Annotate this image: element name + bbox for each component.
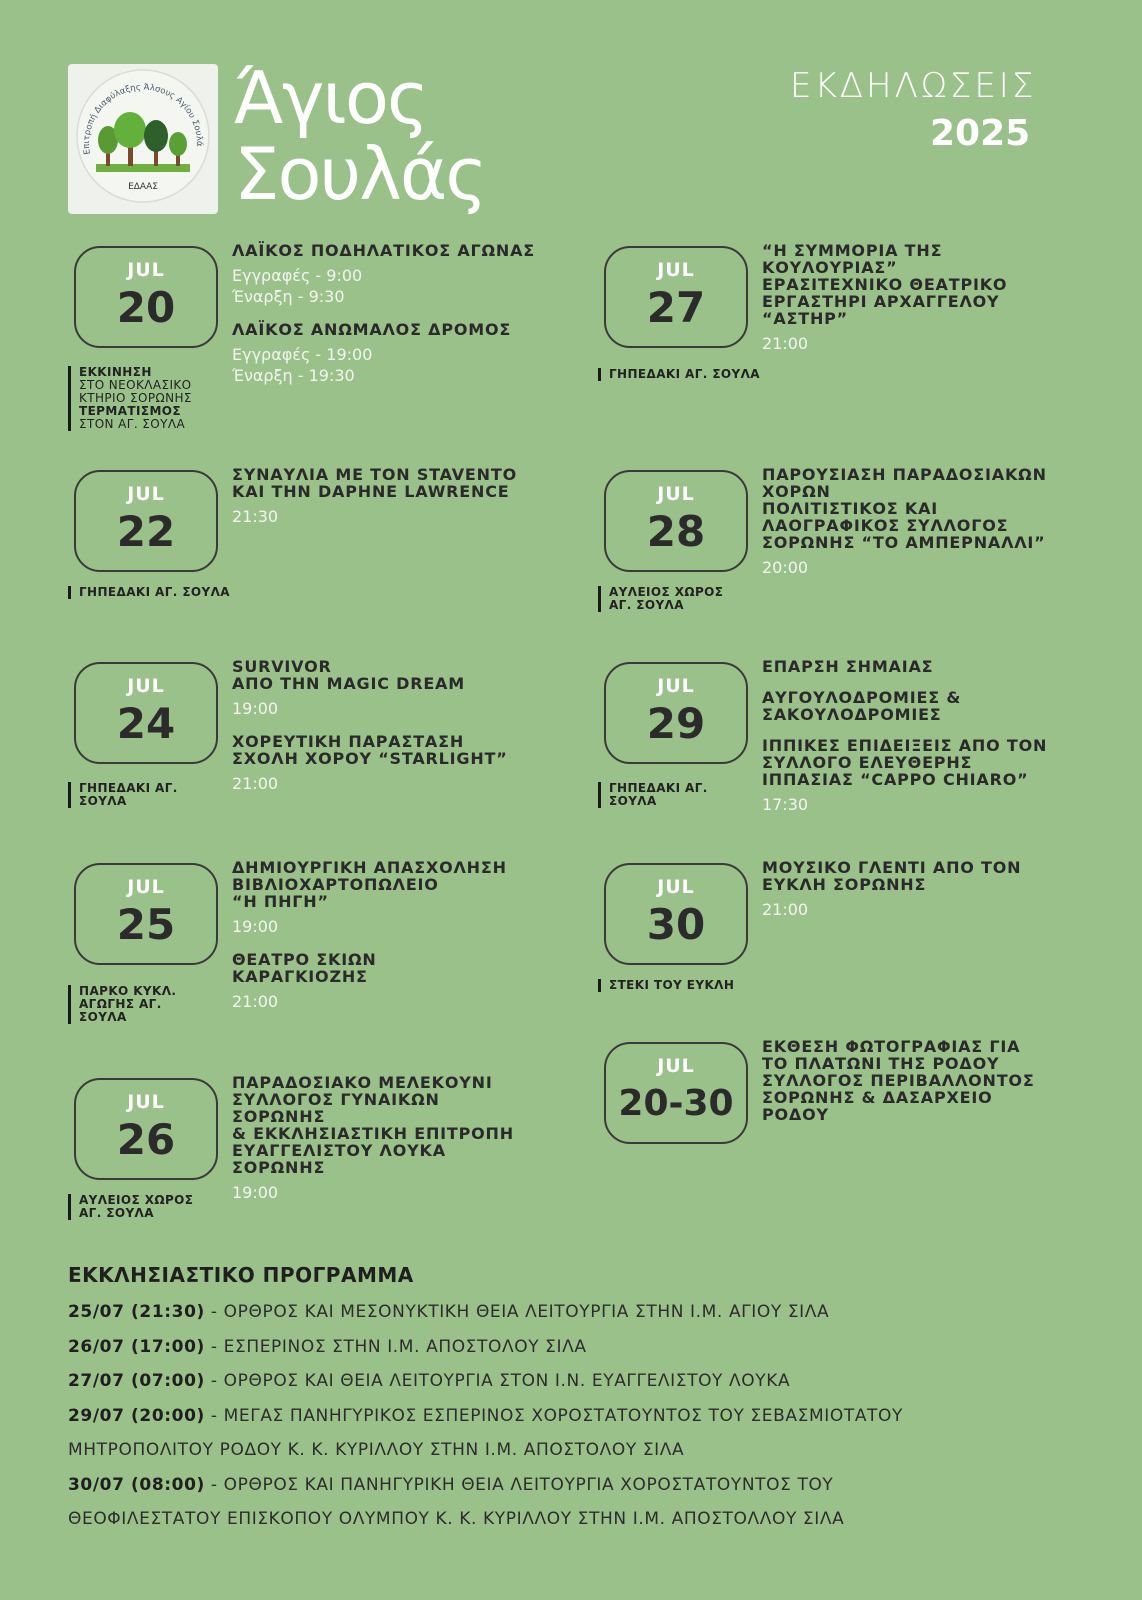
logo-arc-text: Επιτροπή Διαφύλαξης Άλσους Αγίου Σουλά <box>81 82 205 156</box>
event-activity-title: ΧΟΡΕΥΤΙΚΗ ΠΑΡΑΣΤΑΣΗ ΣΧΟΛΗ ΧΟΡΟΥ “STARLIGHT” <box>232 732 508 768</box>
date-badge <box>604 662 748 764</box>
location-line: ΣΟΥΛΑ <box>79 1010 127 1024</box>
event-time: 21:30 <box>232 507 279 526</box>
church-program-line <box>68 1502 1108 1537</box>
date-day: 27 <box>646 283 706 332</box>
location-line: ΠΑΡΚΟ ΚΥΚΛ. <box>79 984 177 998</box>
location-line: ΑΥΛΕΙΟΣ ΧΩΡΟΣ <box>609 585 724 599</box>
date-day: 29 <box>646 699 706 748</box>
date-badge <box>604 863 748 965</box>
date-day: 28 <box>646 507 706 556</box>
event-time: 19:00 <box>232 699 279 718</box>
event-location <box>598 979 734 992</box>
brand-title-line1: Άγιος <box>234 56 428 140</box>
location-line: ΓΗΠΕΔΑΚΙ ΑΓ. <box>79 781 178 795</box>
church-program-title: ΕΚΚΛΗΣΙΑΣΤΙΚΟ ΠΡΟΓΡΑΜΜΑ <box>68 1263 414 1287</box>
church-line-text: - ΜΕΓΑΣ ΠΑΝΗΓΥΡΙΚΟΣ ΕΣΠΕΡΙΝΟΣ ΧΟΡΟΣΤΑΤΟΥΝΤΟΣ ΤΟΥ ΣΕΒΑΣΜΙΟΤΑΤΟΥ <box>204 1405 904 1426</box>
date-month: JUL <box>657 675 695 697</box>
event-activity-title: ΑΥΓΟΥΛΟΔΡΟΜΙΕΣ & ΣΑΚΟΥΛΟΔΡΟΜΙΕΣ <box>762 688 962 724</box>
church-line-date: 25/07 (21:30) <box>68 1302 205 1322</box>
event-location <box>598 368 760 381</box>
event-activity-title: ΔΗΜΙΟΥΡΓΙΚΗ ΑΠΑΣΧΟΛΗΣΗ ΒΙΒΛΙΟΧΑΡΤΟΠΩΛΕΙΟ “Η ΠΗΓΗ” <box>232 858 507 911</box>
event-details <box>762 859 1102 920</box>
event-activity-title: ΠΑΡΑΔΟΣΙΑΚΟ ΜΕΛΕΚΟΥΝΙ ΣΥΛΛΟΓΟΣ ΓΥΝΑΙΚΩΝ ΣΟΡΩΝΗΣ & ΕΚΚΛΗΣΙΑΣΤΙΚΗ ΕΠΙΤΡΟΠΗ ΕΥΑΓΓΕΛΙΣΤΟΥ ΛΟΥΚΑ ΣΟΡΩΝΗΣ <box>232 1073 514 1177</box>
location-line: ΑΓ. ΣΟΥΛΑ <box>79 1206 154 1220</box>
event-time: Εγγραφές - 9:00 <box>232 266 363 285</box>
church-program-line <box>68 1468 1108 1503</box>
location-line: ΕΚΚΙΝΗΣΗ <box>79 365 152 379</box>
brand-title-line2: Σουλάς <box>234 132 486 216</box>
event-activity-title: ΠΑΡΟΥΣΙΑΣΗ ΠΑΡΑΔΟΣΙΑΚΩΝ ΧΟΡΩΝ ΠΟΛΙΤΙΣΤΙΚΟΣ ΚΑΙ ΛΑΟΓΡΑΦΙΚΟΣ ΣΥΛΛΟΓΟΣ ΣΟΡΩΝΗΣ “ΤΟ ΑΜΠΕΡΝΑΛΛΙ” <box>762 465 1047 552</box>
church-program-line <box>68 1433 1108 1468</box>
date-month: JUL <box>127 483 165 505</box>
church-program-line <box>68 1399 1108 1434</box>
brand-title <box>234 56 486 216</box>
date-day: 20-30 <box>618 1083 734 1124</box>
location-line: ΑΓΩΓΗΣ ΑΓ. <box>79 997 162 1011</box>
event-time: 19:00 <box>232 917 279 936</box>
item-gap <box>762 723 1102 737</box>
church-line-text: ΘΕΟΦΙΛΕΣΤΑΤΟΥ ΕΠΙΣΚΟΠΟΥ ΟΛΥΜΠΟΥ Κ. Κ. ΚΥΡΙΛΛΟΥ ΣΤΗΝ Ι.Μ. ΑΠΟΣΤΟΛΛΟΥ ΣΙΛΑ <box>68 1509 845 1529</box>
location-line: ΣΟΥΛΑ <box>609 794 657 808</box>
date-day: 20 <box>116 283 176 332</box>
event-activity-title: “Η ΣΥΜΜΟΡΙΑ ΤΗΣ ΚΟΥΛΟΥΡΙΑΣ” ΕΡΑΣΙΤΕΧΝΙΚΟ ΘΕΑΤΡΙΚΟ ΕΡΓΑΣΤΗΡΙ ΑΡΧΑΓΓΕΛΟΥ “ΑΣΤΗΡ” <box>762 241 1008 328</box>
church-line-date: 27/07 (07:00) <box>68 1371 205 1391</box>
event-activity-title: ΘΕΑΤΡΟ ΣΚΙΩΝ ΚΑΡΑΓΚΙΟΖΗΣ <box>232 950 377 986</box>
church-program-line <box>68 1330 1108 1365</box>
church-line-text: - ΟΡΘΡΟΣ ΚΑΙ ΘΕΙΑ ΛΕΙΤΟΥΡΓΙΑ ΣΤΟΝ Ι.Ν. ΕΥΑΓΓΕΛΙΣΤΟΥ ΛΟΥΚΑ <box>204 1371 791 1391</box>
location-line: ΣΤΟ ΝΕΟΚΛΑΣΙΚΟ <box>79 378 192 392</box>
event-details <box>762 658 1102 815</box>
event-time: 20:00 <box>762 558 809 577</box>
date-day: 24 <box>116 699 176 748</box>
location-line: ΣΟΥΛΑ <box>79 794 127 808</box>
event-time: Εγγραφές - 19:00 <box>232 345 373 364</box>
event-time: 21:00 <box>762 334 809 353</box>
event-time: 21:00 <box>232 774 279 793</box>
church-line-text: - ΟΡΘΡΟΣ ΚΑΙ ΠΑΝΗΓΥΡΙΚΗ ΘΕΙΑ ΛΕΙΤΟΥΡΓΙΑ ΧΟΡΟΣΤΑΤΟΥΝΤΟΣ ΤΟΥ <box>204 1474 834 1495</box>
events-label: ΕΚΔΗΛΩΣΕΙΣ <box>790 66 1037 106</box>
date-day: 25 <box>116 900 176 949</box>
church-line-text: ΜΗΤΡΟΠΟΛΙΤΟΥ ΡΟΔΟΥ Κ. Κ. ΚΥΡΙΛΛΟΥ ΣΤΗΝ Ι.Μ. ΑΠΟΣΤΟΛΟΥ ΣΙΛΑ <box>68 1440 685 1460</box>
church-program <box>68 1263 1108 1537</box>
date-day: 30 <box>646 900 706 949</box>
event-details <box>232 466 572 527</box>
church-program-list <box>68 1295 1108 1537</box>
events-year: 2025 <box>930 113 1031 154</box>
date-month: JUL <box>127 1091 165 1113</box>
event-time: 17:30 <box>762 795 809 814</box>
event-location <box>68 1194 193 1220</box>
tree-logo-icon <box>68 64 218 214</box>
event-location <box>68 985 176 1024</box>
event-time: 21:00 <box>232 992 279 1011</box>
event-location <box>68 586 230 599</box>
event-details <box>232 242 572 386</box>
event-location <box>68 366 192 431</box>
event-time: Έναρξη - 9:30 <box>232 287 345 306</box>
date-badge <box>74 470 218 572</box>
item-gap <box>232 307 572 321</box>
logo-abbrev: ΕΔΑΑΣ <box>128 182 158 192</box>
church-line-date: 30/07 (08:00) <box>68 1474 205 1495</box>
location-line: ΓΗΠΕΔΑΚΙ ΑΓ. ΣΟΥΛΑ <box>79 585 230 599</box>
event-details <box>232 658 572 794</box>
location-line: ΤΕΡΜΑΤΙΣΜΟΣ <box>79 404 181 418</box>
date-month: JUL <box>127 675 165 697</box>
location-line: ΚΤΗΡΙΟ ΣΟΡΩΝΗΣ <box>79 391 192 405</box>
event-activity-title: ΕΠΑΡΣΗ ΣΗΜΑΙΑΣ <box>762 657 934 676</box>
event-activity-title: ΜΟΥΣΙΚΟ ΓΛΕΝΤΙ ΑΠΟ ΤΟΝ ΕΥΚΛΗ ΣΟΡΩΝΗΣ <box>762 858 1022 894</box>
event-activity-title: ΛΑΪΚΟΣ ΠΟΔΗΛΑΤΙΚΟΣ ΑΓΩΝΑΣ <box>232 241 535 260</box>
logo <box>68 64 218 214</box>
church-program-line <box>68 1364 1108 1399</box>
item-gap <box>232 937 572 951</box>
location-line: ΑΥΛΕΙΟΣ ΧΩΡΟΣ <box>79 1193 194 1207</box>
event-time: 21:00 <box>762 900 809 919</box>
event-location <box>598 586 723 612</box>
event-details <box>762 466 1102 578</box>
location-line: ΓΗΠΕΔΑΚΙ ΑΓ. <box>609 781 708 795</box>
date-badge <box>604 1042 748 1144</box>
church-line-text: - ΕΣΠΕΡΙΝΟΣ ΣΤΗΝ Ι.Μ. ΑΠΟΣΤΟΛΟΥ ΣΙΛΑ <box>204 1336 587 1357</box>
event-activity-title: ΙΠΠΙΚΕΣ ΕΠΙΔΕΙΞΕΙΣ ΑΠΟ ΤΟΝ ΣΥΛΛΟΓΟ ΕΛΕΥΘΕΡΗΣ ΙΠΠΑΣΙΑΣ “CAPPO CHIARO” <box>762 736 1048 789</box>
church-line-date: 29/07 (20:00) <box>68 1405 205 1426</box>
church-line-text: - ΟΡΘΡΟΣ ΚΑΙ ΜΕΣΟΝΥΚΤΙΚΗ ΘΕΙΑ ΛΕΙΤΟΥΡΓΙΑ ΣΤΗΝ Ι.Μ. ΑΓΙΟΥ ΣΙΛΑ <box>204 1302 830 1322</box>
event-details <box>232 859 572 1012</box>
event-activity-title: ΛΑΪΚΟΣ ΑΝΩΜΑΛΟΣ ΔΡΟΜΟΣ <box>232 320 512 339</box>
event-location <box>598 782 708 808</box>
date-month: JUL <box>657 1055 695 1077</box>
item-gap <box>232 719 572 733</box>
location-line: ΣΤΟΝ ΑΓ. ΣΟΥΛΑ <box>79 417 186 431</box>
event-details <box>232 1074 572 1203</box>
church-line-date: 26/07 (17:00) <box>68 1336 205 1357</box>
date-month: JUL <box>657 259 695 281</box>
date-month: JUL <box>657 876 695 898</box>
date-month: JUL <box>127 876 165 898</box>
location-line: ΓΗΠΕΔΑΚΙ ΑΓ. ΣΟΥΛΑ <box>609 367 760 381</box>
date-badge <box>74 1078 218 1180</box>
date-badge <box>74 246 218 348</box>
date-badge <box>604 246 748 348</box>
event-activity-title: ΕΚΘΕΣΗ ΦΩΤΟΓΡΑΦΙΑΣ ΓΙΑ ΤΟ ΠΛΑΤΩΝΙ ΤΗΣ ΡΟΔΟΥ ΣΥΛΛΟΓΟΣ ΠΕΡΙΒΑΛΛΟΝΤΟΣ ΣΟΡΩΝΗΣ & ΔΑΣΑΡΧΕΙΟ ΡΟΔΟΥ <box>762 1037 1035 1124</box>
event-activity-title: ΣΥΝΑΥΛΙΑ ΜΕ ΤΟΝ STAVENTO ΚΑΙ ΤΗΝ DAPHNE LAWRENCE <box>232 465 517 501</box>
item-gap <box>762 675 1102 689</box>
date-day: 26 <box>116 1115 176 1164</box>
date-badge <box>74 863 218 965</box>
event-time: 19:00 <box>232 1183 279 1202</box>
event-location <box>68 782 178 808</box>
church-program-line <box>68 1295 1108 1330</box>
date-day: 22 <box>116 507 176 556</box>
date-month: JUL <box>127 259 165 281</box>
event-time: Έναρξη - 19:30 <box>232 366 355 385</box>
date-badge <box>74 662 218 764</box>
location-line: ΑΓ. ΣΟΥΛΑ <box>609 598 684 612</box>
event-details <box>762 242 1102 354</box>
location-line: ΣΤΕΚΙ ΤΟΥ ΕΥΚΛΗ <box>609 978 735 992</box>
date-month: JUL <box>657 483 695 505</box>
event-activity-title: SURVIVOR ΑΠΟ ΤΗΝ MAGIC DREAM <box>232 657 465 693</box>
event-details <box>762 1038 1102 1123</box>
date-badge <box>604 470 748 572</box>
